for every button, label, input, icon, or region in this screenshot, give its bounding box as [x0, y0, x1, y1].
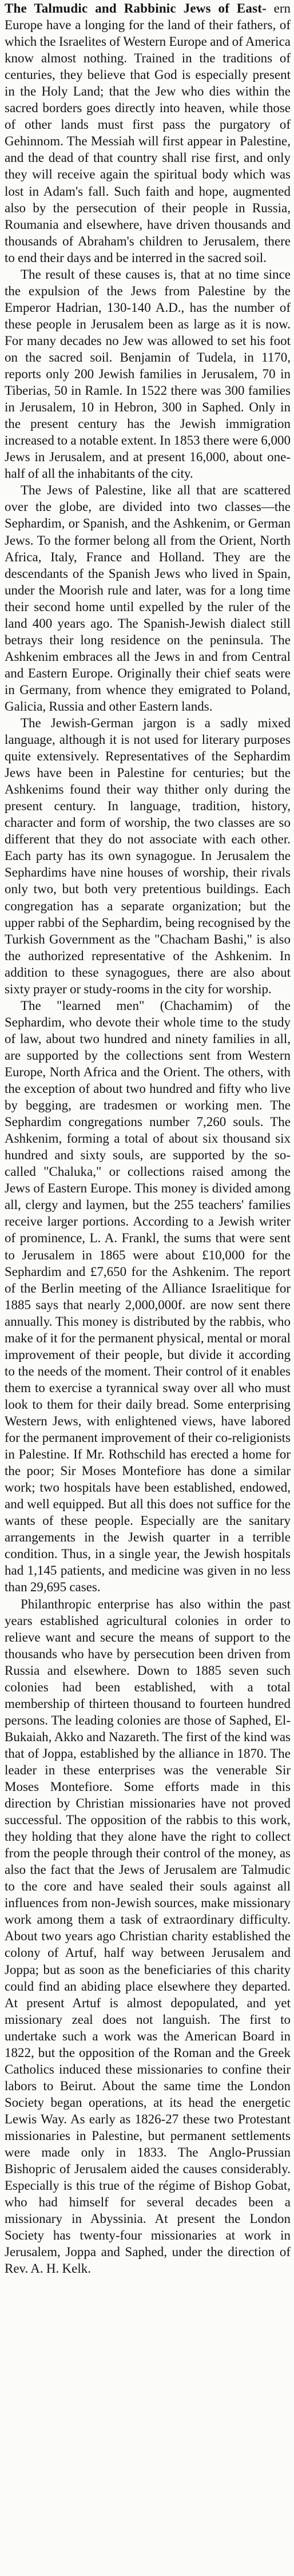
paragraph-sephardim-ashkenim: The Jews of Palestine, like all that are scattered over the globe, are divided into two classes—the Sephardim, or Spanish, and the Ashkenim, or German Jews. To the former belong all from the Orient, North Africa, Italy, France and Holland. They are the descendants of the Spanish Jews who lived in Spain, under the Moorish rule and later, was for a long time their second home until expelled by the ruler of the land 400 years ago. The Spanish-Jewish dialect still betrays their long residence on the peninsula. The Ashkenim embraces all the Jews in and from Central and Eastern Europe. Originally their chief seats were in Germany, from whence they emigrated to Poland, Galicia, Russia and other Eastern lands.	[5, 483, 291, 714]
lead-paragraph	[5, 0, 291, 266]
lead-paragraph-text: ern Europe have a longing for the land of their fathers, of which the Israelites of Western Europe and of America know almost nothing. Trained in the traditions of centuries, they believe that God is especially present in the Holy Land; that the Jew who dies within the sacred borders goes directly into heaven, while those of other lands must first pass the purgatory of Gehinnom. The Messiah will first appear in Palestine, and the dead of that country shall rise first, and only they will receive again the spiritual body which was lost in Adam's fall. Such faith and hope, augmented also by the persecution of their people in Russia, Roumania and elsewhere, have driven thousands and thousands of Abraham's children to Jerusalem, there to end their days and be interred in the sacred soil.	[5, 1, 291, 265]
article-body	[5, 0, 291, 2277]
paragraph-jargon-synagogues: The Jewish-German jargon is a sadly mixed language, although it is not used for literary purposes quite extensively. Representatives of the Sephardim Jews have been in Palestine for centuries; but the Ashkenims found their way thither only during the present century. In language, tradition, history, character and form of worship, the two classes are so different that they do not associate with each other. Each party has its own synagogue. In Jerusalem the Sephardims have nine houses of worship, their rivals only two, but both very pretentious buildings. Each congregation has a separate organization; but the upper rabbi of the Sephardim, being recognised by the Turkish Government as the "Chacham Bashi," is also the authorized representative of the Ashkenim. In addition to these synagogues, there are also about sixty prayer or study-rooms in the city for worship.	[5, 716, 291, 996]
article-headline: The Talmudic and Rabbinic Jews of East-	[5, 1, 267, 15]
paragraph-learned-men-chaluka: The "learned men" (Chachamim) of the Sephardim, who devote their whole time to the study of law, about two hundred and ninety families in all, are supported by the collections sent from Western Europe, North Africa and the Orient. The others, with the exception of about two hundred and fifty who live by begging, are tradesmen or working men. The Sephardim congregations number 7,260 souls. The Ashkenim, forming a total of about six thousand six hundred and sixty souls, are supported by the so-called "Chaluka," or collections raised among the Jews of Eastern Europe. This money is divided among all, clergy and laymen, but the 255 teachers' families receive larger portions. According to a Jewish writer of prominence, L. A. Frankl, the sums that were sent to Jerusalem in 1865 were about £10,000 for the Sephardim and £7,650 for the Ashkenim. The report of the Berlin meeting of the Alliance Israelitique for 1885 says that nearly 2,000,000f. are now sent there annually. This money is distributed by the rabbis, who make of it for the permanent physical, mental or moral improvement of their people, but divide it according to the needs of the moment. Their control of it enables them to exercise a tyrannical sway over all who must look to them for their daily bread. Some enterprising Western Jews, with enlightened views, have labored for the permanent improvement of their co-religionists in Palestine. If Mr. Rothschild has erected a home for the poor; Sir Moses Montefiore has done a similar work; two hospitals have been established, endowed, and well equipped. But all this does not suffice for the wants of these people. Especially are the sanitary arrangements in the Jewish quarter in a terrible condition. Thus, in a single year, the Jewish hospitals had 1,145 patients, and medicine was given in no less than 29,695 cases.	[5, 998, 291, 1595]
paragraph-jerusalem-population: The result of these causes is, that at no time since the expulsion of the Jews from Palestine by the Emperor Hadrian, 130-140 A.D., has the number of these people in Jerusalem been as large as it is now. For many decades no Jew was allowed to set his foot on the sacred soil. Benjamin of Tudela, in 1170, reports only 200 Jewish families in Jerusalem, 70 in Tiberias, 50 in Ramle. In 1522 there was 300 families in Jerusalem, 10 in Hebron, 300 in Saphed. Only in the present century has the Jewish immigration increased to a notable extent. In 1853 there were 6,000 Jews in Jerusalem, and at present 16,000, about one-half of all the inhabitants of the city.	[5, 267, 291, 481]
paragraph-philanthropic-missions: Philanthropic enterprise has also within the past years established agricultural colonies in order to relieve want and secure the means of support to the thousands who have by persecution been driven from Russia and elsewhere. Down to 1885 seven such colonies had been established, with a total membership of thirteen thousand to fourteen hundred persons. The leading colonies are those of Saphed, El-Bukaiah, Akko and Nazareth. The first of the kind was that of Joppa, established by the alliance in 1870. The leader in these enterprises was the venerable Sir Moses Montefiore. Some efforts made in this direction by Christian missionaries have not proved successful. The opposition of the rabbis to this work, they holding that they alone have the right to collect from the people through their control of the money, as also the fact that the Jews of Jerusalem are Talmudic to the core and have sealed their souls against all influences from non-Jewish sources, make missionary work among them a task of extraordinary difficulty. About two years ago Christian charity established the colony of Artuf, half way between Jerusalem and Joppa; but as soon as the beneficiaries of this charity could find an abiding place elsewhere they departed. At present Artuf is almost depopulated, and yet missionary zeal does not languish. The first to undertake such a work was the American Board in 1822, but the opposition of the Roman and the Greek Catholics induced these missionaries to confine their labors to Beirut. About the same time the London Society began operations, at its head the energetic Lewis Way. As early as 1826-27 these two Protestant missionaries in Palestine, but permanent settlements were made only in 1833. The Anglo-Prussian Bishopric of Jerusalem aided the causes considerably. Especially is this true of the régime of Bishop Gobat, who had himself for several decades been a missionary in Abyssinia. At present the London Society has twenty-four missionaries at work in Jerusalem, Joppa and Saphed, under the direction of Rev. A. H. Kelk.	[5, 1596, 291, 2276]
